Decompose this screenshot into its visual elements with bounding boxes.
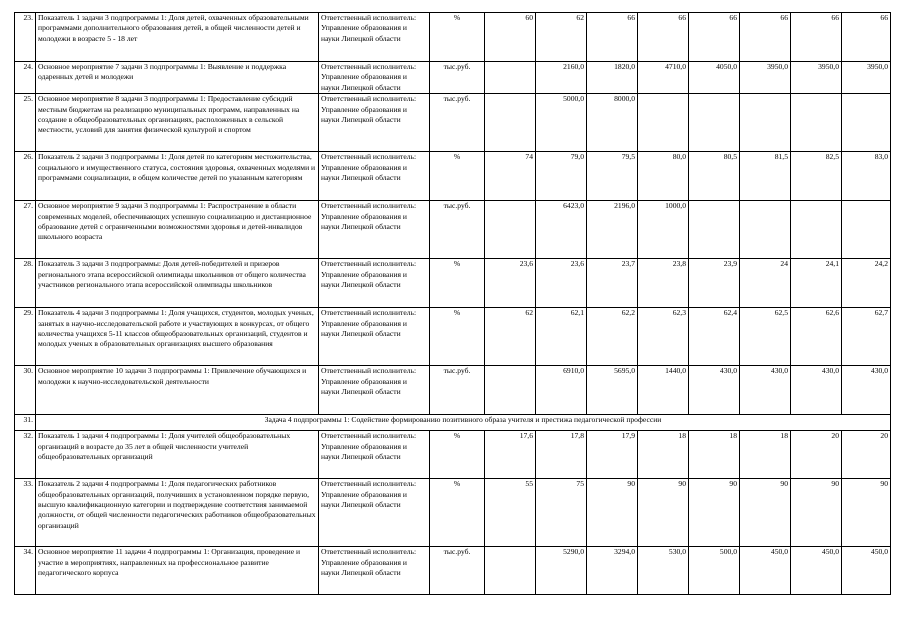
value-cell — [485, 366, 536, 415]
row-number: 26. — [15, 152, 36, 201]
unit-of-measure: тыс.руб. — [430, 62, 485, 94]
value-cell: 5000,0 — [536, 94, 587, 152]
value-cell: 450,0 — [740, 547, 791, 595]
unit-of-measure: тыс.руб. — [430, 201, 485, 259]
value-cell: 3950,0 — [842, 62, 891, 94]
document-page — [14, 12, 890, 595]
value-cell: 1000,0 — [638, 201, 689, 259]
value-cell: 62,7 — [842, 308, 891, 366]
indicator-name: Показатель 4 задачи 3 подпрограммы 1: Доля учащихся, студентов, молодых ученых, занятых в научно-исследовательской работе и участвующих в конкурсах, от общего количества учащихся 5-11 классов общеобразовательных организаций, студентов и молодых ученых в образовательных организациях высшего образования — [36, 308, 319, 366]
value-cell: 18 — [638, 431, 689, 479]
unit-of-measure: % — [430, 13, 485, 62]
responsible-executor: Ответственный исполнитель: Управление образования и науки Липецкой области — [319, 547, 430, 595]
responsible-executor: Ответственный исполнитель: Управление образования и науки Липецкой области — [319, 94, 430, 152]
value-cell: 66 — [842, 13, 891, 62]
value-cell: 66 — [587, 13, 638, 62]
value-cell: 17,6 — [485, 431, 536, 479]
indicator-name: Основное мероприятие 11 задачи 4 подпрограммы 1: Организация, проведение и участие в мероприятиях, направленных на профессиональное развитие педагогического корпуса — [36, 547, 319, 595]
value-cell: 90 — [689, 479, 740, 547]
row-number: 34. — [15, 547, 36, 595]
value-cell: 79,0 — [536, 152, 587, 201]
value-cell: 90 — [638, 479, 689, 547]
value-cell: 55 — [485, 479, 536, 547]
table-row — [15, 94, 891, 152]
value-cell: 18 — [740, 431, 791, 479]
value-cell: 23,8 — [638, 259, 689, 308]
row-number: 32. — [15, 431, 36, 479]
value-cell: 2160,0 — [536, 62, 587, 94]
value-cell: 3294,0 — [587, 547, 638, 595]
value-cell: 5695,0 — [587, 366, 638, 415]
value-cell: 62,5 — [740, 308, 791, 366]
unit-of-measure: % — [430, 308, 485, 366]
table-row — [15, 547, 891, 595]
value-cell: 17,9 — [587, 431, 638, 479]
table-row — [15, 13, 891, 62]
value-cell: 1440,0 — [638, 366, 689, 415]
value-cell: 6423,0 — [536, 201, 587, 259]
indicator-name: Показатель 3 задачи 3 подпрограммы: Доля детей-победителей и призеров регионального этапа всероссийской олимпиады школьников от общего количества участников регионального этапа всероссийской олимпиады школьников — [36, 259, 319, 308]
value-cell: 60 — [485, 13, 536, 62]
row-number: 28. — [15, 259, 36, 308]
table-row — [15, 201, 891, 259]
value-cell — [485, 62, 536, 94]
responsible-executor: Ответственный исполнитель: Управление образования и науки Липецкой области — [319, 366, 430, 415]
value-cell — [638, 94, 689, 152]
unit-of-measure: % — [430, 259, 485, 308]
indicator-name: Показатель 1 задачи 3 подпрограммы 1: Доля детей, охваченных образовательными программами дополнительного образования детей, в общей численности детей и молодежи в возрасте 5 - 18 лет — [36, 13, 319, 62]
row-number: 31. — [15, 415, 36, 431]
value-cell: 24,2 — [842, 259, 891, 308]
value-cell: 500,0 — [689, 547, 740, 595]
value-cell — [791, 94, 842, 152]
responsible-executor: Ответственный исполнитель: Управление образования и науки Липецкой области — [319, 201, 430, 259]
value-cell: 4710,0 — [638, 62, 689, 94]
unit-of-measure: % — [430, 431, 485, 479]
table-row — [15, 308, 891, 366]
responsible-executor: Ответственный исполнитель: Управление образования и науки Липецкой области — [319, 259, 430, 308]
value-cell — [485, 547, 536, 595]
row-number: 27. — [15, 201, 36, 259]
table-row — [15, 259, 891, 308]
value-cell: 20 — [842, 431, 891, 479]
value-cell: 24,1 — [791, 259, 842, 308]
value-cell: 90 — [791, 479, 842, 547]
responsible-executor: Ответственный исполнитель: Управление образования и науки Липецкой области — [319, 308, 430, 366]
row-number: 30. — [15, 366, 36, 415]
value-cell: 82,5 — [791, 152, 842, 201]
value-cell: 66 — [638, 13, 689, 62]
value-cell — [485, 94, 536, 152]
indicator-name: Показатель 1 задачи 4 подпрограммы 1: Доля учителей общеобразовательных организаций в возрасте до 35 лет в общей численности учителей общеобразовательных организаций — [36, 431, 319, 479]
value-cell: 3950,0 — [791, 62, 842, 94]
responsible-executor: Ответственный исполнитель: Управление образования и науки Липецкой области — [319, 13, 430, 62]
row-number: 29. — [15, 308, 36, 366]
value-cell: 5290,0 — [536, 547, 587, 595]
value-cell: 62,1 — [536, 308, 587, 366]
value-cell: 450,0 — [842, 547, 891, 595]
value-cell: 430,0 — [791, 366, 842, 415]
table-row — [15, 431, 891, 479]
table-row — [15, 415, 891, 431]
value-cell: 1820,0 — [587, 62, 638, 94]
unit-of-measure: % — [430, 479, 485, 547]
value-cell: 66 — [791, 13, 842, 62]
value-cell — [842, 94, 891, 152]
indicator-name: Основное мероприятие 7 задачи 3 подпрограммы 1: Выявление и поддержка одаренных детей и молодежи — [36, 62, 319, 94]
value-cell — [689, 94, 740, 152]
responsible-executor: Ответственный исполнитель: Управление образования и науки Липецкой области — [319, 152, 430, 201]
value-cell: 79,5 — [587, 152, 638, 201]
row-number: 23. — [15, 13, 36, 62]
unit-of-measure: тыс.руб. — [430, 547, 485, 595]
task-heading: Задача 4 подпрограммы 1: Содействие формированию позитивного образа учителя и престижа педагогической профессии — [36, 415, 891, 431]
value-cell: 23,9 — [689, 259, 740, 308]
value-cell: 20 — [791, 431, 842, 479]
row-number: 24. — [15, 62, 36, 94]
value-cell: 62,4 — [689, 308, 740, 366]
value-cell: 23,6 — [536, 259, 587, 308]
value-cell: 74 — [485, 152, 536, 201]
responsible-executor: Ответственный исполнитель: Управление образования и науки Липецкой области — [319, 62, 430, 94]
value-cell: 430,0 — [689, 366, 740, 415]
responsible-executor: Ответственный исполнитель: Управление образования и науки Липецкой области — [319, 431, 430, 479]
value-cell: 66 — [740, 13, 791, 62]
value-cell: 62,6 — [791, 308, 842, 366]
value-cell: 6910,0 — [536, 366, 587, 415]
value-cell — [689, 201, 740, 259]
table-row — [15, 152, 891, 201]
value-cell: 83,0 — [842, 152, 891, 201]
value-cell: 75 — [536, 479, 587, 547]
indicator-name: Основное мероприятие 10 задачи 3 подпрограммы 1: Привлечение обучающихся и молодежи к научно-исследовательской деятельности — [36, 366, 319, 415]
row-number: 25. — [15, 94, 36, 152]
indicator-name: Показатель 2 задачи 3 подпрограммы 1: Доля детей по категориям местожительства, социального и имущественного статуса, состояния здоровья, охваченных моделями и программами социализации, в общем количестве детей по указанным категориям — [36, 152, 319, 201]
table-row — [15, 479, 891, 547]
value-cell: 90 — [740, 479, 791, 547]
value-cell: 62 — [485, 308, 536, 366]
indicator-name: Основное мероприятие 9 задачи 3 подпрограммы 1: Распространение в области современных моделей, обеспечивающих успешную социализацию и дистанционное образование детей с ограниченными возможностями здоровья и детей-инвалидов школьного возраста — [36, 201, 319, 259]
row-number: 33. — [15, 479, 36, 547]
value-cell: 90 — [842, 479, 891, 547]
value-cell — [842, 201, 891, 259]
value-cell — [791, 201, 842, 259]
value-cell: 17,8 — [536, 431, 587, 479]
value-cell: 18 — [689, 431, 740, 479]
value-cell: 450,0 — [791, 547, 842, 595]
table-row — [15, 62, 891, 94]
value-cell: 24 — [740, 259, 791, 308]
indicator-name: Показатель 2 задачи 4 подпрограммы 1: Доля педагогических работников общеобразовательных организаций, получивших в установленном порядке первую, высшую квалификационную категории и подтверждение соответствия занимаемой должности, от общей численности педагогических работников общеобразовательных организаций — [36, 479, 319, 547]
value-cell: 80,5 — [689, 152, 740, 201]
responsible-executor: Ответственный исполнитель: Управление образования и науки Липецкой области — [319, 479, 430, 547]
unit-of-measure: тыс.руб. — [430, 94, 485, 152]
value-cell: 62,2 — [587, 308, 638, 366]
value-cell: 90 — [587, 479, 638, 547]
value-cell: 23,7 — [587, 259, 638, 308]
value-cell — [740, 94, 791, 152]
value-cell: 23,6 — [485, 259, 536, 308]
table-row — [15, 366, 891, 415]
value-cell: 3950,0 — [740, 62, 791, 94]
value-cell: 81,5 — [740, 152, 791, 201]
value-cell: 62,3 — [638, 308, 689, 366]
indicator-name: Основное мероприятие 8 задачи 3 подпрограммы 1: Предоставление субсидий местным бюджетам на реализацию муниципальных программ, направленных на создание в общеобразовательных организациях, расположенных в сельской местности, условий для занятия физической культурой и спортом — [36, 94, 319, 152]
value-cell — [740, 201, 791, 259]
value-cell: 430,0 — [842, 366, 891, 415]
value-cell: 2196,0 — [587, 201, 638, 259]
program-indicators-table — [14, 12, 891, 595]
value-cell: 4050,0 — [689, 62, 740, 94]
table-body — [15, 13, 891, 595]
value-cell: 80,0 — [638, 152, 689, 201]
value-cell: 66 — [689, 13, 740, 62]
unit-of-measure: % — [430, 152, 485, 201]
value-cell: 430,0 — [740, 366, 791, 415]
unit-of-measure: тыс.руб. — [430, 366, 485, 415]
value-cell — [485, 201, 536, 259]
value-cell: 530,0 — [638, 547, 689, 595]
value-cell: 8000,0 — [587, 94, 638, 152]
value-cell: 62 — [536, 13, 587, 62]
